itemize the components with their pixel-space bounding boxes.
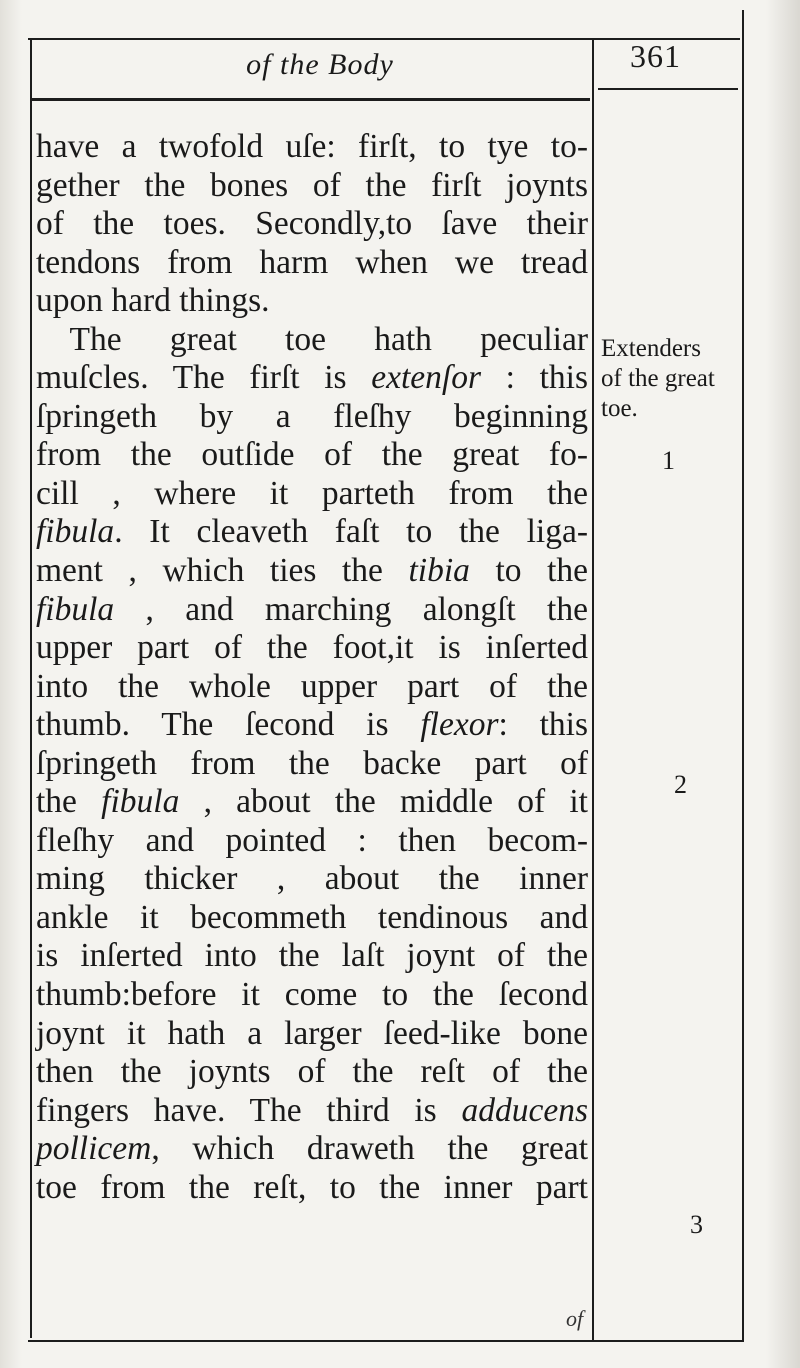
text-run: The great toe hath peculiar: [36, 320, 588, 358]
text-run: , which draweth the great: [151, 1130, 588, 1168]
catchword: of: [566, 1306, 584, 1331]
left-frame-rule: [30, 38, 32, 1338]
text-line: [36, 1053, 588, 1092]
text-line: [36, 937, 588, 976]
text-line: [36, 1015, 588, 1054]
text-run: , about the middle of it: [179, 783, 588, 821]
text-line: [36, 1169, 588, 1208]
margin-marker-3: 3: [690, 1210, 703, 1239]
running-title: of the Body: [246, 48, 394, 81]
text-line: [36, 860, 588, 899]
text-run: of the toes. Secondly,to ſave their: [36, 205, 588, 243]
italic-term: fibula: [36, 513, 115, 551]
text-run: tendons from harm when we tread: [36, 243, 588, 281]
margin-note-line: Extenders: [601, 335, 701, 362]
text-run: is inſerted into the laſt joynt of the: [36, 937, 588, 975]
page-edge-shadow: [0, 0, 22, 1368]
text-run: toe from the reſt, to the inner part: [36, 1168, 588, 1206]
text-run: thumb:before it come to the ſecond: [36, 976, 588, 1014]
text-line: [36, 359, 588, 398]
text-run: to the: [469, 552, 589, 590]
text-run: fingers have. The third is: [36, 1091, 462, 1129]
text-run: thumb. The ſecond is: [36, 706, 421, 744]
italic-term: tibia: [408, 552, 470, 590]
text-line: [36, 244, 588, 283]
text-line: [36, 783, 588, 822]
margin-header-rule: [598, 88, 738, 90]
text-line: [36, 976, 588, 1015]
text-line: [36, 899, 588, 938]
bottom-rule: [28, 1340, 744, 1342]
text-run: : this: [498, 706, 588, 744]
text-line: [36, 282, 588, 321]
text-run: into the whole upper part of the: [36, 667, 588, 705]
text-line: [36, 629, 588, 668]
right-frame-rule: [742, 10, 744, 1340]
margin-note-line: of the great: [601, 365, 715, 392]
text-line: [36, 745, 588, 784]
italic-term: adducens: [461, 1091, 588, 1129]
text-line: [36, 668, 588, 707]
italic-term: flexor: [420, 706, 499, 744]
text-line: [36, 1130, 588, 1169]
text-line: [36, 513, 588, 552]
margin-marker-1: 1: [662, 446, 675, 475]
page-number: 361: [630, 38, 681, 74]
text-run: muſcles. The firſt is: [36, 359, 372, 397]
text-run: ankle it becommeth tendinous and: [36, 898, 588, 936]
text-line: [36, 321, 588, 360]
text-line: [36, 205, 588, 244]
text-run: upon hard things.: [36, 282, 270, 320]
text-run: fleſhy and pointed : then becom-: [36, 821, 588, 859]
text-run: , and marching alongſt the: [114, 590, 588, 628]
margin-marker-2: 2: [674, 770, 687, 799]
text-run: gether the bones of the firſt joynts: [36, 166, 588, 204]
text-run: ſpringeth from the backe part of: [36, 744, 588, 782]
text-line: [36, 398, 588, 437]
text-run: cill , where it parteth from the: [36, 474, 588, 512]
text-run: have a twofold uſe: firſt, to tye to-: [36, 128, 588, 165]
italic-term: fibula: [36, 590, 115, 628]
text-run: ment , which ties the: [36, 552, 409, 590]
text-run: ſpringeth by a fleſhy beginning: [36, 397, 588, 435]
text-line: [36, 552, 588, 591]
margin-note: [601, 334, 761, 424]
column-divider-rule: [592, 40, 594, 1340]
text-line: [36, 128, 588, 167]
text-line: [36, 822, 588, 861]
text-run: the: [36, 783, 102, 821]
italic-term: fibula: [101, 783, 180, 821]
text-line: [36, 1092, 588, 1131]
text-line: [36, 706, 588, 745]
binding-shadow: [766, 0, 800, 1368]
text-line: [36, 475, 588, 514]
text-run: from the outſide of the great fo-: [36, 436, 588, 474]
text-run: joynt it hath a larger ſeed-like bone: [36, 1014, 588, 1052]
text-run: : this: [480, 359, 588, 397]
italic-term: extenſor: [371, 359, 481, 397]
header-underline-rule: [30, 98, 590, 101]
text-line: [36, 167, 588, 206]
margin-note-line: toe.: [601, 395, 638, 422]
text-run: ming thicker , about the inner: [36, 860, 588, 898]
text-run: . It cleaveth faſt to the liga-: [114, 513, 588, 551]
text-line: [36, 436, 588, 475]
italic-term: pollicem: [36, 1130, 152, 1168]
body-text: [36, 128, 588, 1207]
text-run: upper part of the foot,it is inſerted: [36, 629, 588, 667]
text-line: [36, 591, 588, 630]
text-run: then the joynts of the reſt of the: [36, 1053, 588, 1091]
